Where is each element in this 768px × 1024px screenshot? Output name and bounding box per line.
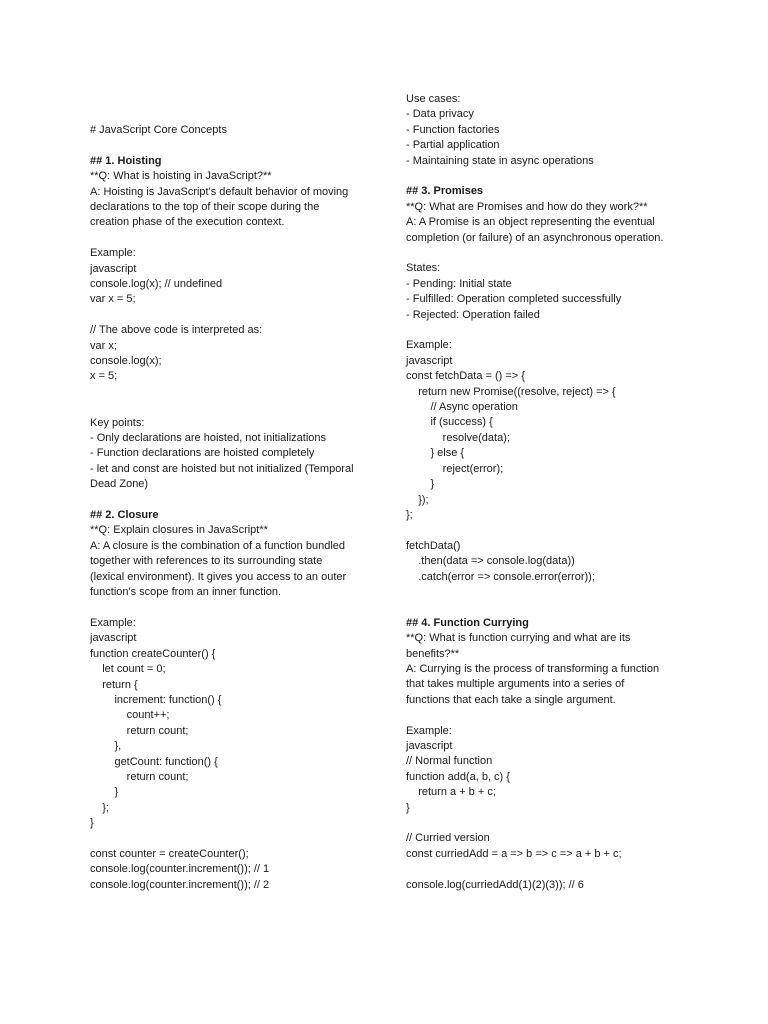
text-line: var x = 5; — [90, 293, 136, 306]
text-line: // Curried version — [406, 832, 490, 845]
text-line: x = 5; — [90, 370, 118, 383]
text-line: console.log(counter.increment()); // 1 — [90, 863, 270, 876]
text-line: javascript — [406, 739, 453, 752]
text-line: fetchData() — [406, 539, 461, 552]
text-line: var x; — [90, 339, 117, 352]
text-line: }; — [90, 801, 109, 814]
text-line: # JavaScript Core Concepts — [90, 124, 227, 136]
text-line: **Q: What are Promises and how do they work?** — [406, 200, 648, 213]
text-line: A: A closure is the combination of a function bundled — [90, 539, 345, 552]
text-line: Example: — [406, 724, 452, 737]
blank-line — [90, 308, 380, 323]
text-line: const fetchData = () => { — [406, 370, 525, 383]
text-line: A: A Promise is an object representing the eventual — [406, 216, 655, 229]
blank-line — [406, 585, 706, 600]
text-line: .catch(error => console.error(error)); — [406, 570, 595, 583]
blank-line — [406, 246, 706, 261]
text-line: that takes multiple arguments into a series of — [406, 678, 625, 691]
text-line: creation phase of the execution context. — [90, 216, 285, 229]
text-line: completion (or failure) of an asynchronous operation. — [406, 231, 664, 244]
text-line: count++; — [90, 709, 170, 722]
text-line: if (success) { — [406, 416, 493, 429]
blank-line — [90, 832, 380, 847]
text-line: } — [90, 786, 119, 799]
text-line: console.log(x); // undefined — [90, 278, 223, 291]
text-line: return new Promise((resolve, reject) => { — [406, 385, 616, 398]
text-line: Example: — [90, 247, 136, 260]
text-line: javascript — [406, 354, 453, 367]
text-line: javascript — [90, 632, 137, 645]
text-line: }, — [90, 740, 122, 753]
text-line: A: Currying is the process of transforming a function — [406, 662, 660, 675]
text-line: return count; — [90, 724, 189, 737]
section-heading: ## 2. Closure — [90, 509, 159, 522]
text-line: }; — [406, 508, 413, 521]
text-line: .then(data => console.log(data)) — [406, 555, 575, 568]
blank-line — [90, 601, 380, 616]
text-line: - Pending: Initial state — [406, 277, 512, 290]
text-line: Example: — [90, 616, 136, 629]
text-line: } — [90, 817, 94, 830]
text-line: declarations to the top of their scope during the — [90, 201, 320, 214]
text-line: console.log(curriedAdd(1)(2)(3)); // 6 — [406, 878, 584, 891]
text-line: increment: function() { — [90, 693, 222, 706]
blank-line — [90, 400, 380, 415]
text-line: } else { — [406, 447, 465, 460]
blank-line — [406, 169, 706, 184]
text-line: console.log(x); — [90, 355, 162, 368]
blank-line — [90, 138, 380, 153]
text-line: - Partial application — [406, 139, 500, 152]
text-line: - Fulfilled: Operation completed successfully — [406, 293, 622, 306]
text-line: **Q: What is function currying and what are its — [406, 632, 631, 645]
text-line: getCount: function() { — [90, 755, 218, 768]
text-line: function createCounter() { — [90, 647, 216, 660]
text-line: function's scope from an inner function. — [90, 586, 282, 599]
blank-line — [406, 323, 706, 338]
text-line: States: — [406, 262, 441, 275]
text-line: const counter = createCounter(); — [90, 847, 249, 860]
text-line: - Data privacy — [406, 108, 474, 121]
text-line: Use cases: — [406, 93, 461, 105]
blank-line — [406, 523, 706, 538]
text-line: (lexical environment). It gives you access to an outer — [90, 570, 347, 583]
text-line: - Only declarations are hoisted, not initializations — [90, 432, 327, 445]
text-line: Example: — [406, 339, 452, 352]
text-line: function add(a, b, c) { — [406, 770, 510, 783]
text-line: } — [406, 801, 410, 814]
text-line: // Normal function — [406, 755, 493, 768]
text-line: - Function declarations are hoisted completely — [90, 447, 315, 460]
blank-line — [406, 600, 706, 615]
section-heading: ## 3. Promises — [406, 185, 484, 198]
blank-line — [406, 708, 706, 723]
text-line: Dead Zone) — [90, 478, 149, 491]
text-line: reject(error); — [406, 462, 504, 475]
text-line: javascript — [90, 262, 137, 275]
text-line: // The above code is interpreted as: — [90, 324, 263, 337]
text-line: return a + b + c; — [406, 786, 496, 799]
blank-line — [90, 231, 380, 246]
blank-line — [406, 862, 706, 877]
text-line: - Function factories — [406, 123, 500, 136]
text-line: **Q: Explain closures in JavaScript** — [90, 524, 268, 537]
text-line: - Maintaining state in async operations — [406, 154, 594, 167]
blank-line — [90, 493, 380, 508]
text-line: together with references to its surrounding state — [90, 555, 323, 568]
text-line: **Q: What is hoisting in JavaScript?** — [90, 170, 272, 183]
text-line: functions that each take a single argument. — [406, 693, 616, 706]
text-line: let count = 0; — [90, 663, 166, 676]
text-line: // Async operation — [406, 401, 518, 414]
text-line: - let and const are hoisted but not initialized (Temporal — [90, 462, 354, 475]
text-line: return count; — [90, 770, 189, 783]
section-heading: ## 1. Hoisting — [90, 154, 162, 167]
text-line: }); — [406, 493, 429, 506]
text-line: - Rejected: Operation failed — [406, 308, 540, 321]
text-line: console.log(counter.increment()); // 2 — [90, 878, 270, 891]
text-line: return { — [90, 678, 138, 691]
text-line: } — [406, 478, 435, 491]
blank-line — [406, 816, 706, 831]
left-column — [90, 123, 380, 893]
text-line: A: Hoisting is JavaScript's default behavior of moving — [90, 185, 349, 198]
text-line: benefits?** — [406, 647, 460, 660]
text-line: const curriedAdd = a => b => c => a + b + c; — [406, 847, 622, 860]
text-line: Key points: — [90, 416, 145, 429]
right-column — [406, 92, 706, 893]
blank-line — [90, 385, 380, 400]
section-heading: ## 4. Function Currying — [406, 616, 529, 629]
text-line: resolve(data); — [406, 431, 510, 444]
